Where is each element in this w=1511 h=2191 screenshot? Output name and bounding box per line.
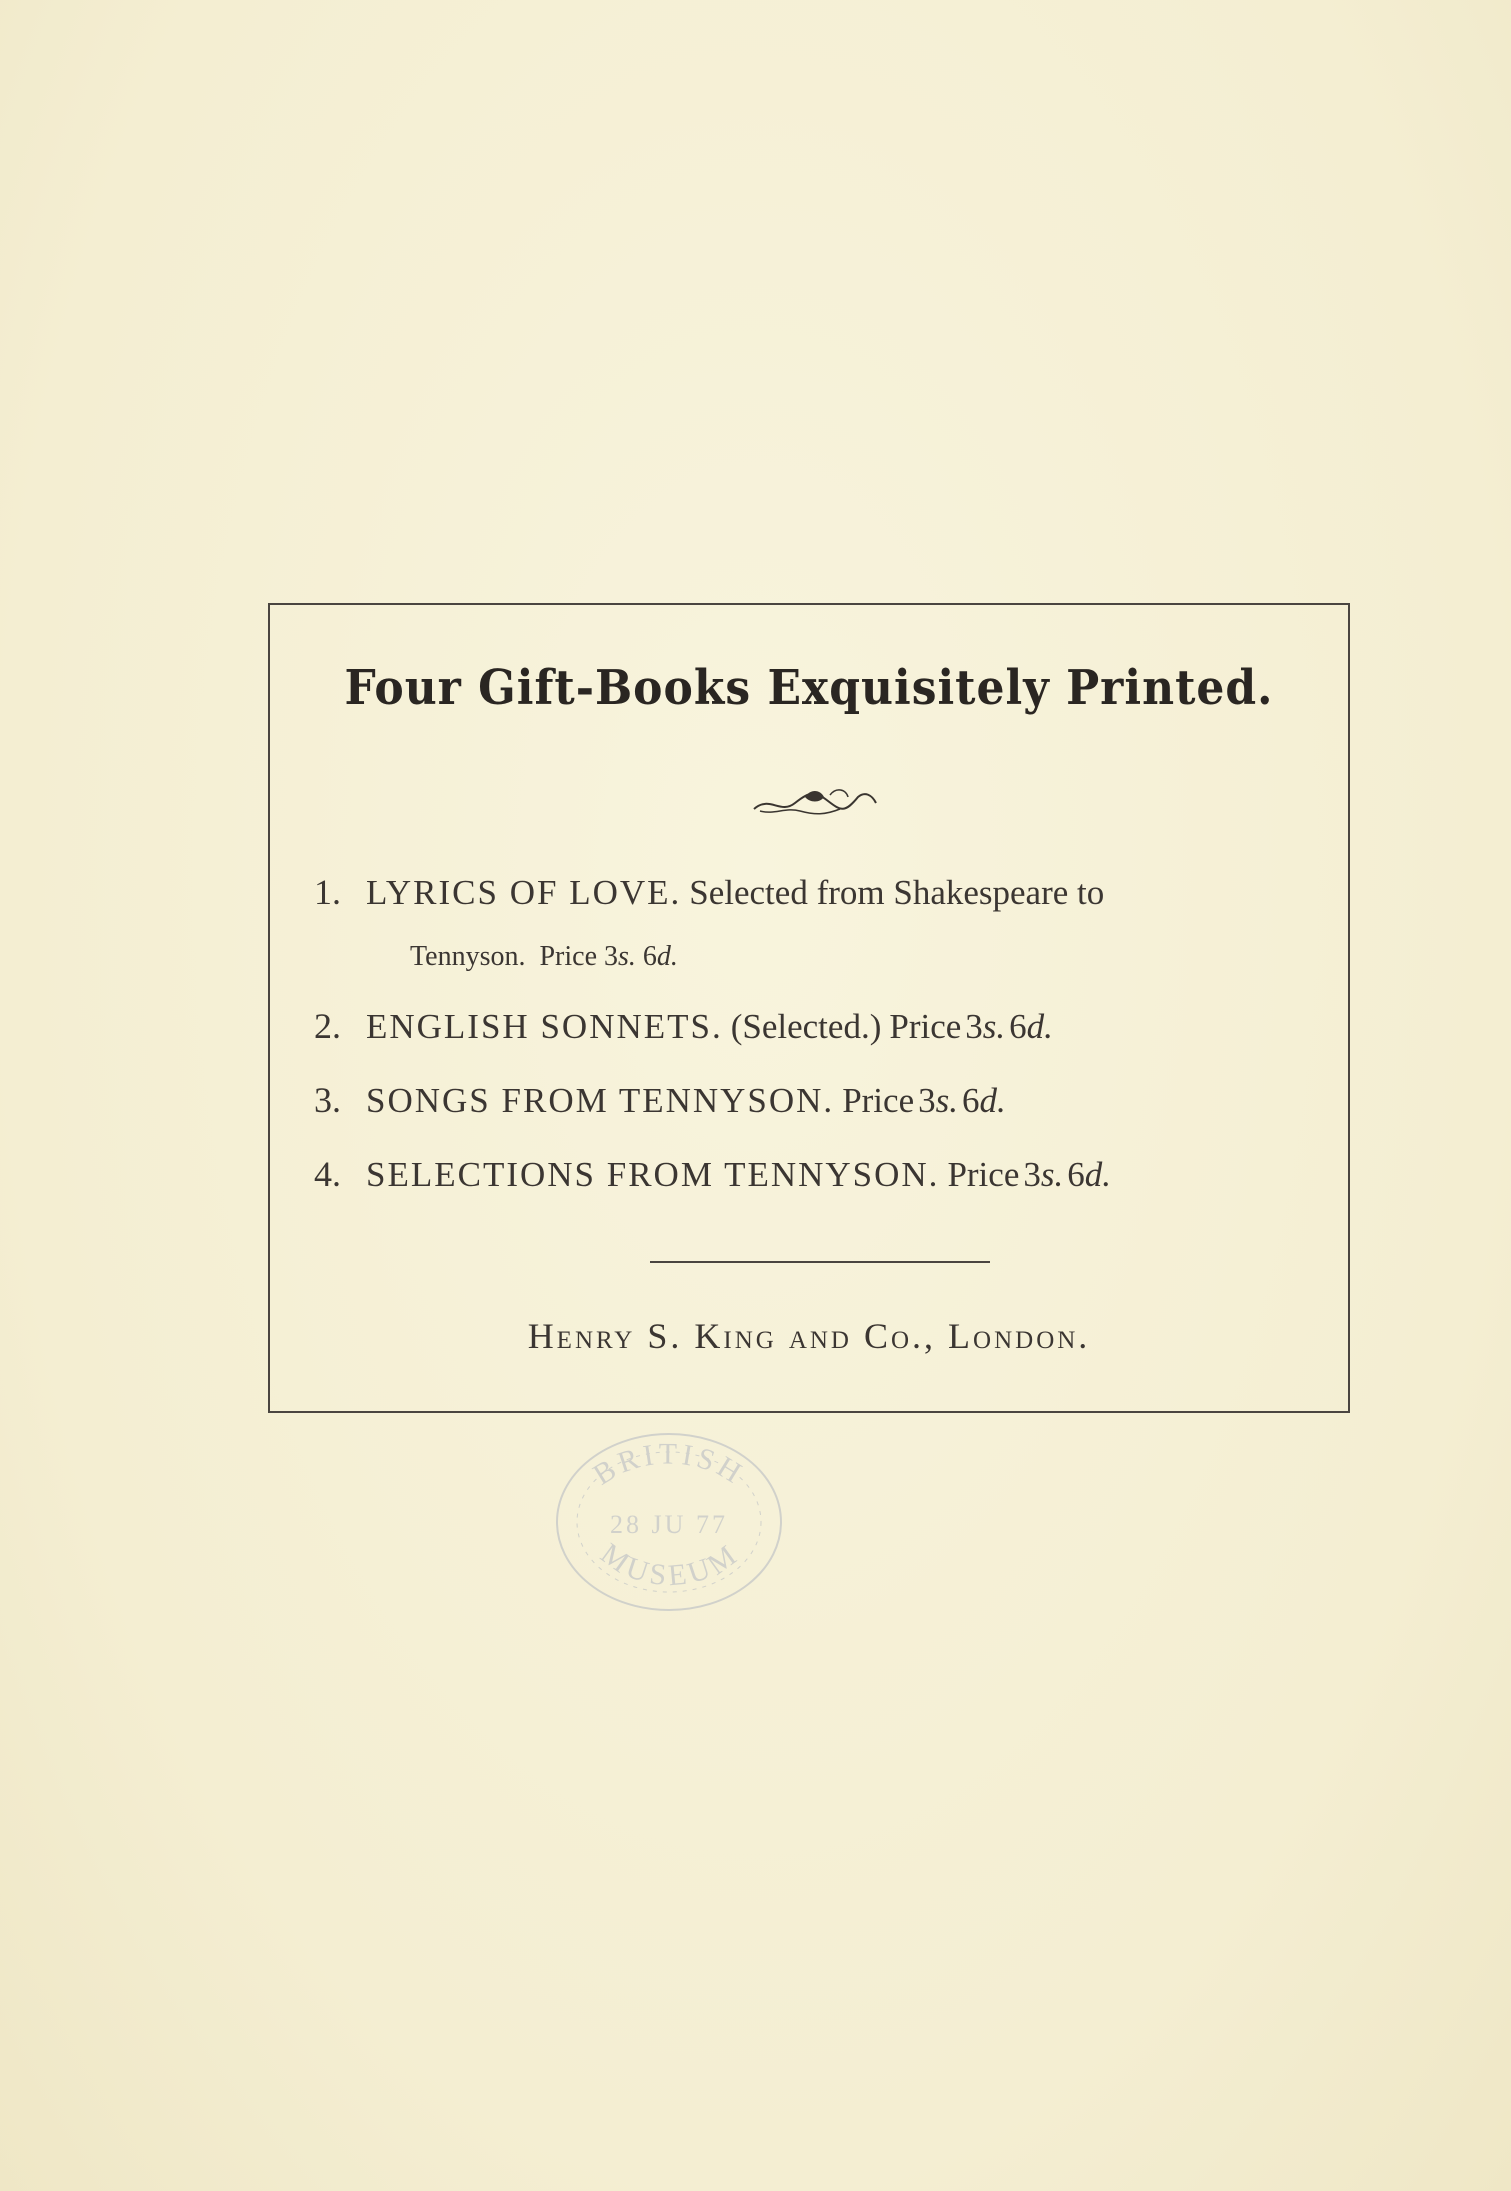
price-shillings-unit: s. (618, 941, 636, 972)
book-title: ENGLISH SONNETS. (366, 1007, 723, 1046)
book-title: LYRICS OF LOVE. (366, 873, 682, 912)
price-shillings: 3 (604, 941, 619, 972)
price-shillings: 3 (918, 1081, 936, 1120)
book-number: 1. (314, 872, 341, 912)
price-pence-unit: d. (656, 941, 678, 972)
book-price-label: Price (889, 1007, 962, 1046)
price-pence: 6 (961, 1081, 980, 1120)
book-description-cont: Tennyson. (410, 941, 526, 972)
book-title: SONGS FROM TENNYSON. (366, 1081, 835, 1120)
book-entry-2 (314, 1005, 1053, 1047)
library-stamp-icon (548, 1425, 790, 1620)
book-entry-1 (314, 871, 1104, 913)
publisher-imprint: Henry S. King and Co., London. (527, 1316, 1091, 1356)
price-pence-unit: d. (979, 1081, 1006, 1120)
price-pence: 6 (642, 941, 657, 972)
price-shillings: 3 (965, 1007, 983, 1046)
svg-text:MUSEUM (594, 1537, 745, 1593)
price-shillings-unit: s. (935, 1081, 958, 1120)
book-title: SELECTIONS FROM TENNYSON. (366, 1155, 940, 1194)
price-shillings: 3 (1023, 1155, 1041, 1194)
stamp-bottom-text: MUSEUM (594, 1536, 746, 1593)
price-shillings-unit: s. (982, 1007, 1006, 1046)
book-price-label: Price (842, 1081, 915, 1120)
price-pence-unit: d. (1084, 1155, 1111, 1194)
book-description: (Selected.) (730, 1007, 882, 1046)
ornamental-flourish-icon (750, 785, 880, 819)
stamp-top-text: BRITISH (587, 1437, 751, 1492)
book-description: Selected from Shakespeare to (689, 873, 1105, 912)
price-pence-unit: d. (1026, 1007, 1053, 1046)
stamp-date-text: 28 JU 77 (610, 1510, 728, 1539)
price-pence: 6 (1009, 1007, 1027, 1046)
price-shillings-unit: s. (1040, 1155, 1064, 1194)
advertisement-heading: Four Gift-Books Exquisitely Printed. (344, 660, 1274, 717)
book-number: 2. (314, 1006, 341, 1046)
book-price-label: Price (539, 941, 598, 972)
advertisement-box (268, 603, 1350, 1413)
divider-rule (650, 1261, 990, 1263)
book-entry-3 (314, 1079, 1006, 1121)
book-number: 4. (314, 1154, 341, 1194)
book-entry-1-continuation (410, 941, 678, 973)
book-price-label: Price (947, 1155, 1020, 1194)
book-number: 3. (314, 1080, 341, 1120)
book-entry-4 (314, 1153, 1111, 1195)
price-pence: 6 (1067, 1155, 1085, 1194)
